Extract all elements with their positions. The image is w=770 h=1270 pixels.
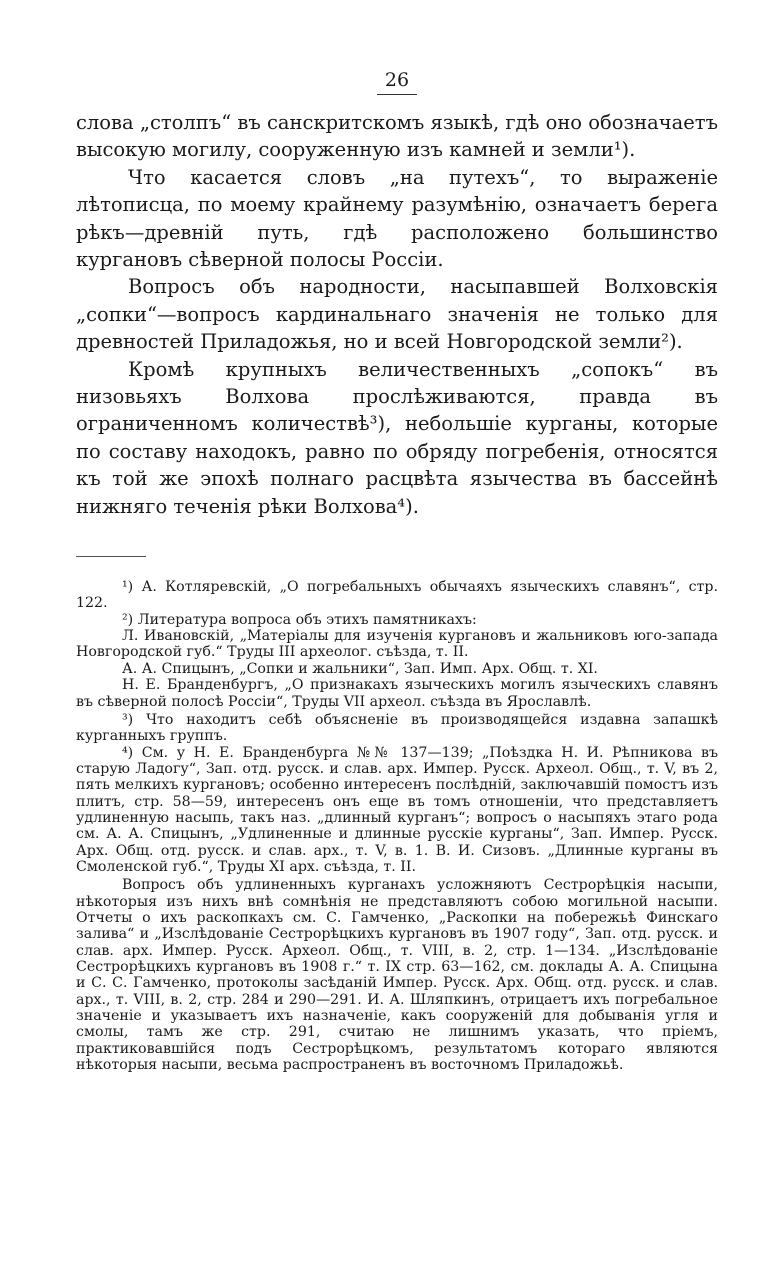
footnote-4: ⁴) См. у Н. Е. Бранденбурга №№ 137—139; „Поѣздка Н. И. Рѣпникова въ старую Ладогу“, Зап. отд. русск. и слав. арх. Импер. Русск. Археол. Общ., т. V, въ 2, пять мелкихъ кургановъ; особенно интересенъ послѣдній, заключавшій помостъ изъ плитъ, стр. 58—59, интересенъ онъ еще въ томъ отношеніи, что представляетъ удлиненную насыпь, такъ наз. „длинный курганъ“; вопросъ о насыпяхъ этаго рода см. А. А. Спицынъ, „Удлиненные и длинные русскіе курганы“, Зап. Импер. Русск. Арх. Общ. отд. русск. и слав. арх., т. V, в. 1. В. И. Сизовъ. „Длинные курганы въ Смоленской губ.“, Труды XI арх. съѣзда, т. II.: [76, 744, 718, 875]
footnote-2: ²) Литература вопроса объ этихъ памятникахъ:: [122, 611, 477, 628]
document-page: [76, 68, 718, 1073]
paragraph-2: Что касается словъ „на путехъ“, то выраженіе лѣтописца, по моему крайнему разумѣнію, означаетъ берега рѣкъ—древній путь, гдѣ расположено большинство кургановъ сѣверной полосы Россіи.: [76, 165, 718, 272]
footnotes: [76, 579, 718, 1073]
footnote-3: ³) Что находитъ себѣ объясненіе въ производящейся издавна запашкѣ курганныхъ группъ.: [76, 711, 718, 745]
paragraph-3: Вопросъ объ народности, насыпавшей Волховскія „сопки“—вопросъ кардинальнаго значенія не только для древностей Приладожья, но и всей Новгородской земли²).: [76, 275, 718, 354]
main-text: [76, 109, 718, 520]
paragraph-4: Кромѣ крупныхъ величественныхъ „сопокъ“ въ низовьяхъ Волхова прослѣживаются, правда въ ограниченномъ количествѣ³), небольшіе курганы, которые по составу находокъ, равно по обряду погребенія, относятся къ той же эпохѣ полнаго расцвѣта язычества въ бассейнѣ нижняго теченія рѣки Волхова⁴).: [76, 357, 718, 518]
footnote-2-ref-ivanovsky: Л. Ивановскій, „Матеріалы для изученія кургановъ и жальниковъ юго-запада Новгородской губ.“ Труды III археолог. съѣзда, т. II.: [76, 628, 718, 661]
footnote-2-ref-brandenburg: Н. Е. Бранденбургъ, „О признакахъ языческихъ могилъ языческихъ славянъ въ сѣверной полосѣ Россіи“, Труды VII археол. съѣзда въ Ярославлѣ.: [76, 677, 718, 710]
footnote-divider: [76, 556, 146, 557]
footnote-2-ref-spitsyn: А. А. Спицынъ, „Сопки и жальники“, Зап. Имп. Арх. Общ. т. XI.: [122, 660, 598, 677]
footnote-1: ¹) А. Котляревскій, „О погребальныхъ обычаяхъ языческихъ славянъ“, стр. 122.: [76, 579, 718, 612]
paragraph-1: слова „столпъ“ въ санскритскомъ языкѣ, гдѣ оно обозначаетъ высокую могилу, сооруженную изъ камней и земли¹).: [76, 111, 718, 162]
page-number: 26: [377, 68, 417, 95]
footnote-4-continuation: Вопросъ объ удлиненныхъ курганахъ усложняютъ Сестрорѣцкія насыпи, нѣкоторыя изъ нихъ внѣ сомнѣнія не представляютъ собою могильной насыпи. Отчеты о ихъ раскопкахъ см. С. Гамченко, „Раскопки на побережьѣ Финскаго залива“ и „Изслѣдованіе Сестрорѣцкихъ кургановъ въ 1907 году“, Зап. отд. русск. и слав. арх. Импер. Русск. Археол. Общ., т. VIII, в. 2, стр. 1—134. „Изслѣдованіе Сестрорѣцкихъ кургановъ въ 1908 г.“ т. IX стр. 63—162, см. доклады А. А. Спицына и С. С. Гамченко, протоколы засѣданій Импер. Русск. Арх. Общ. отд. русск. и слав. арх., т. VIII, в. 2, стр. 284 и 290—291. И. А. Шляпкинъ, отрицаетъ ихъ погребальное значеніе и указываетъ ихъ назначеніе, какъ сооруженій для добыванія угля и смолы, тамъ же стр. 291, считаю не лишнимъ указать, что пріемъ, практиковавшійся подъ Сестрорѣцкомъ, результатомъ котораго являются нѣкоторыя насыпи, весьма распространенъ въ восточномъ Приладожьѣ.: [76, 877, 718, 1074]
